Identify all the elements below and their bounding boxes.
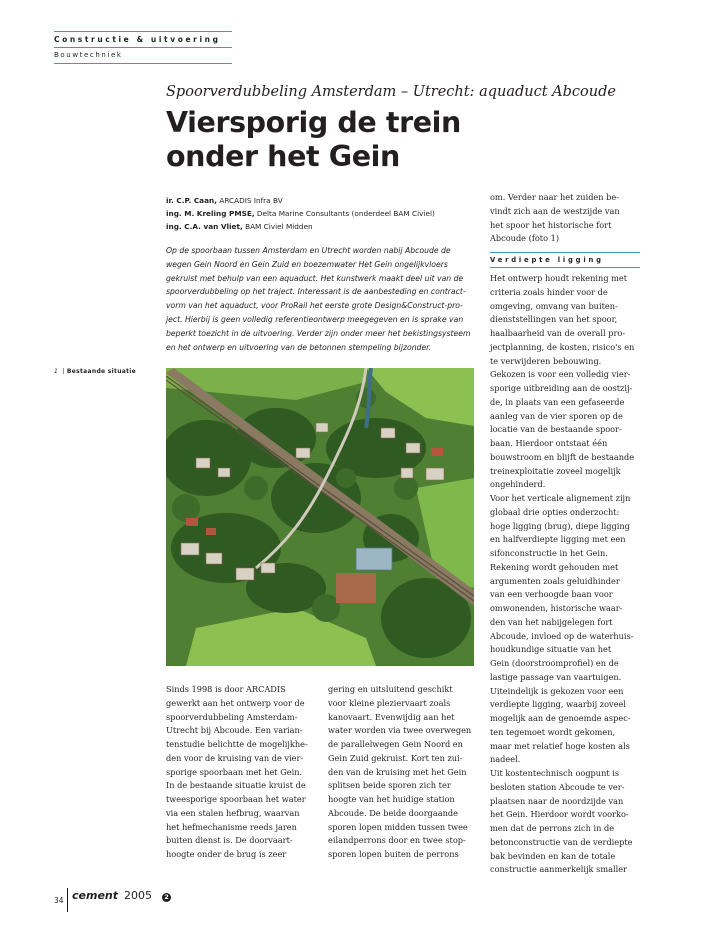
author-name: ing. M. Kreling PMSE,	[166, 209, 255, 218]
body-line: sporen lopen buiten de perrons	[328, 849, 459, 859]
body-line: water worden via twee overwegen	[328, 725, 472, 736]
body-line: sporige spoorbaan met het Gein.	[166, 766, 303, 777]
author-entry	[166, 194, 476, 207]
issue-year: 2005	[124, 889, 152, 902]
body-line: vindt zich aan de westzijde van	[490, 205, 620, 216]
lead-line: vorm van het aquaduct, voor ProRail het eerste grote Design&Construct-pro-	[166, 301, 463, 311]
aerial-photo-illustration	[166, 368, 474, 666]
body-line: Voor het verticale alignement zijn	[490, 493, 631, 503]
body-line: plaatsen naar de noordzijde van	[490, 795, 624, 806]
lead-line: wegen Gein Noord en Gein Zuid en boezemwater Het Gein ongelijkvloers	[166, 259, 448, 269]
article-title-line: onder het Gein	[166, 140, 400, 173]
body-line: nadeel.	[490, 754, 521, 765]
article-kicker: Spoorverdubbeling Amsterdam – Utrecht: aquaduct Abcoude	[166, 84, 616, 100]
footer-divider	[67, 888, 68, 912]
body-line: ongehinderd.	[490, 479, 546, 490]
body-line: bouwstroom en blijft de bestaande	[490, 451, 635, 462]
body-line: aanleg van de vier sporen op de	[490, 410, 623, 421]
body-line: Het ontwerp houdt rekening met	[490, 273, 628, 283]
body-column-3-top	[490, 191, 640, 246]
body-line: den van de kruising met het Gein	[328, 766, 467, 777]
body-line: te verwijderen bebouwing.	[490, 355, 602, 366]
body-line: eilandperrons door en twee stop-	[328, 835, 466, 846]
section-rule-bottom	[54, 63, 232, 64]
aerial-photo	[166, 368, 474, 666]
body-line: spoorverdubbeling Amsterdam-	[166, 711, 298, 722]
body-line: Abcoude. De beide doorgaande	[328, 807, 459, 818]
body-line: sporige uitbreiding aan de oostzij-	[490, 383, 633, 393]
body-line: besloten station Abcoude te ver-	[490, 781, 625, 792]
subheading-text: Verdiepte ligging	[490, 256, 604, 264]
body-line: buiten dienst is. De doorvaart-	[166, 835, 293, 846]
body-line: locatie van de bestaande spoor-	[490, 424, 622, 435]
brick-yard	[336, 573, 376, 603]
figure-label: Bestaande situatie	[66, 368, 137, 375]
body-column-3	[490, 272, 640, 877]
body-line: Uiteindelijk is gekozen voor een	[490, 685, 624, 696]
lead-line: en het ontwerp en uitvoering van de betonnen stempeling bijzonder.	[166, 342, 432, 352]
body-line: haalbaarheid van de overall pro-	[490, 328, 626, 338]
body-line: sifonconstructie in het Gein.	[490, 548, 608, 558]
section-subtitle: Bouwtechniek	[54, 51, 123, 59]
body-line: om. Verder naar het zuiden be-	[490, 192, 620, 202]
body-line: argumenten zoals geluidhinder	[490, 575, 620, 586]
body-line: bak bevinden en kan de totale	[490, 850, 616, 861]
body-line: Sinds 1998 is door ARCADIS	[166, 684, 286, 694]
body-line: hoogte onder de brug is zeer	[166, 849, 287, 859]
author-name: ing. C.A. van Vliet,	[166, 222, 243, 231]
subheading	[490, 252, 640, 268]
lead-line: spoorverdubbeling op het traject. Interessant is de aanbesteding en contract-	[166, 287, 466, 297]
body-line: splitsen beide sporen zich ter	[328, 780, 451, 791]
body-line: het hefmechanisme reeds jaren	[166, 821, 297, 832]
author-affiliation: ARCADIS Infra BV	[219, 196, 283, 205]
body-line: hoogte van het huidige station	[328, 794, 455, 804]
body-column-1	[166, 683, 316, 862]
body-line: gewerkt aan het ontwerp voor de	[166, 697, 305, 708]
article-title	[166, 106, 496, 174]
caption-separator: |	[62, 368, 65, 375]
figure-caption	[54, 368, 164, 375]
body-line: men dat de perrons zich in de	[490, 823, 615, 833]
body-line: en halfverdiepte ligging met een	[490, 534, 626, 545]
lead-line: Op de spoorbaan tussen Amsterdam en Utrecht worden nabij Abcoude de	[166, 246, 451, 255]
body-line: Rekening wordt gehouden met	[490, 561, 619, 572]
body-line: mogelijk aan de genoemde aspec-	[490, 713, 631, 723]
body-line: globaal drie opties onderzocht:	[490, 506, 620, 517]
body-line: jectplanning, de kosten, risico's en	[490, 341, 635, 352]
body-line: maar met relatief hoge kosten als	[490, 740, 630, 751]
body-line: Abcoude (foto 1)	[490, 233, 560, 244]
body-line: omwonenden, historische waar-	[490, 603, 623, 613]
body-line: den van het nabijgelegen fort	[490, 616, 613, 627]
page-number: 34	[54, 896, 64, 905]
body-line: omgeving, omvang van buiten-	[490, 300, 618, 311]
author-entry	[166, 207, 476, 220]
author-list	[166, 194, 476, 233]
body-line: de, in plaats van een gefaseerde	[490, 396, 625, 407]
body-line: Uit kostentechnisch oogpunt is	[490, 768, 620, 778]
author-affiliation: BAM Civiel Midden	[245, 222, 313, 231]
lead-line: beperkt toezicht in de uitvoering. Verder zijn onder meer het bekistingsysteem	[166, 328, 471, 338]
body-line: dienststellingen van het spoor,	[490, 314, 618, 325]
body-line: ten tegemoet wordt gekomen,	[490, 726, 616, 737]
author-affiliation: Delta Marine Consultants (onderdeel BAM Civiel)	[256, 209, 435, 218]
body-line: via een stalen hefbrug, waarvan	[166, 807, 300, 818]
body-line: criteria zoals hinder voor de	[490, 286, 608, 297]
body-line: baan. Hierdoor ontstaat één	[490, 438, 608, 448]
article-lead	[166, 244, 474, 354]
body-line: betonconstructie van de verdiepte	[490, 836, 633, 847]
lead-line: gekruist met behulp van een aquaduct. Het kunstwerk maakt deel uit van de	[166, 273, 464, 283]
body-line: den voor de kruising van de vier-	[166, 752, 304, 763]
figure-number: 1	[54, 368, 59, 375]
author-name: ir. C.P. Caan,	[166, 196, 217, 205]
issue-number-badge: 2	[162, 893, 171, 902]
lead-line: ject. Hierbij is geen volledig referentieontwerp meegegeven en is sprake van	[166, 314, 464, 324]
body-line: treinexploitatie zoveel mogelijk	[490, 465, 621, 476]
body-line: kanovaart. Evenwijdig aan het	[328, 711, 455, 722]
body-line: tweesporige spoorbaan het water	[166, 794, 306, 804]
body-line: hoge ligging (brug), diepe ligging	[490, 520, 630, 531]
body-line: het spoor het historische fort	[490, 219, 612, 230]
section-title: Constructie & uitvoering	[54, 35, 221, 44]
magazine-name: cement	[72, 889, 118, 902]
body-line: lastige passage van vaartuigen.	[490, 671, 622, 682]
body-line: Abcoude, invloed op de waterhuis-	[490, 630, 634, 641]
article-title-line: Viersporig de trein	[166, 106, 461, 139]
station-building	[356, 548, 392, 570]
body-line: Gein Zuid gekruist. Kort ten zui-	[328, 752, 463, 763]
body-line: de parallelwegen Gein Noord en	[328, 739, 463, 749]
body-line: Gein (doorstroomprofiel) en de	[490, 658, 619, 668]
body-line: In de bestaande situatie kruist de	[166, 780, 306, 791]
author-entry	[166, 220, 476, 233]
body-line: Gekozen is voor een volledig vier-	[490, 369, 631, 380]
body-column-2	[328, 683, 478, 862]
subheading-rule-bottom	[490, 267, 640, 268]
body-line: houdkundige situatie van het	[490, 644, 612, 655]
body-line: voor kleine pleziervaart zoals	[328, 697, 451, 708]
body-line: het Gein. Hierdoor wordt voorko-	[490, 809, 629, 820]
body-line: sporen lopen midden tussen twee	[328, 821, 468, 832]
body-line: tenstudie belichtte de mogelijkhe-	[166, 739, 308, 749]
body-line: verdiepte ligging, waarbij zoveel	[490, 699, 626, 710]
section-header	[54, 31, 232, 64]
body-line: constructie aanmerkelijk smaller	[490, 864, 627, 875]
body-line: Utrecht bij Abcoude. Een varian-	[166, 725, 303, 736]
body-line: gering en uitsluitend geschikt	[328, 684, 453, 694]
body-line: van een verhoogde baan voor	[490, 589, 613, 600]
